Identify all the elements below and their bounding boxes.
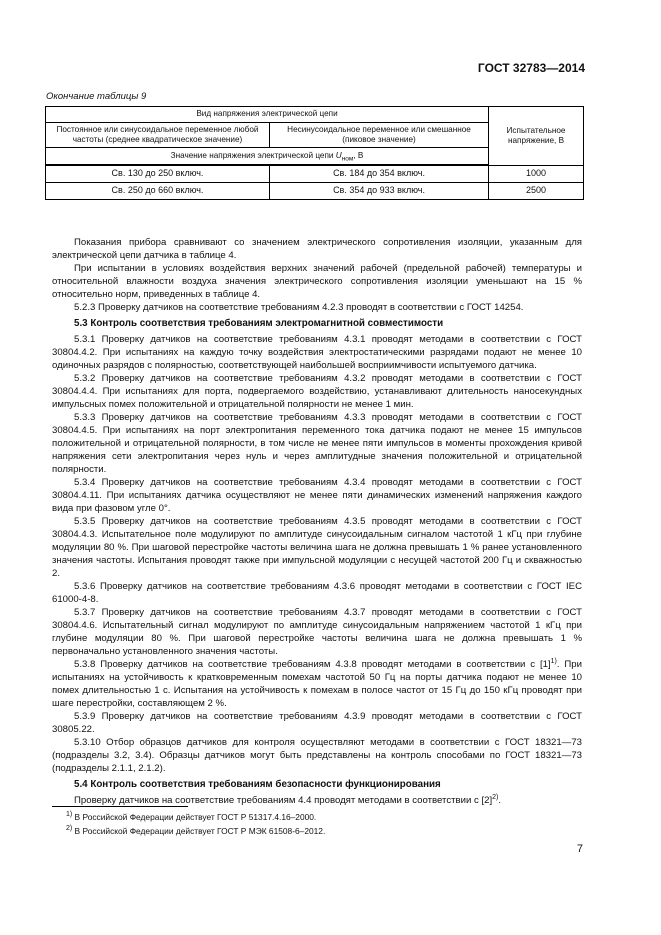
test-voltage-header: Испытательное напряжение, В	[489, 107, 584, 166]
paragraph: 5.3.10 Отбор образцов датчиков для контроля осуществляют методами в соответствии с ГОСТ 18321—73 (подразделы 3.2, 3.4). Образцы датчиков могут быть представлены на контроль способами по ГОСТ 18321—73 (подразделы 2.1.1, 2.1.2).	[52, 737, 582, 774]
dc-ac-header: Постоянное или синусоидальное переменное любой частоты (среднее квадратическое значение)	[46, 123, 270, 148]
table-cell: Св. 130 до 250 включ.	[46, 165, 270, 183]
paragraph: 5.3.4 Проверку датчиков на соответствие требованиям 4.3.4 проводят методами в соответствии с ГОСТ 30804.4.11. При испытаниях датчика осуществляют не менее пяти динамических изменений напряжения каждого вида при фазовом угле 0°.	[52, 477, 582, 514]
paragraph: Показания прибора сравнивают со значением электрического сопротивления изоляции, указанным для электрической цепи датчика в таблице 4.	[52, 237, 582, 261]
table-cell: 2500	[489, 183, 584, 200]
non-sinusoidal-header: Несинусоидальное переменное или смешанное (пиковое значение)	[270, 123, 489, 148]
paragraph: 5.3.8 Проверку датчиков на соответствие требованиям 4.3.8 проводят методами в соответствии с $[1]^{1)}$. При испытаниях на устойчивость к кратковременным помехам частотой 50 Гц на порты датчика подают не менее 10 помех длительностью 1 с. Испытания на устойчивость к помехам в полосе частот от 15 Гц до 150 кГц проводят при шаге перестройки, составляющем 2 %.	[52, 657, 583, 709]
paragraph: 5.3.5 Проверку датчиков на соответствие требованиям 4.3.5 проводят методами в соответствии с ГОСТ 30804.4.3. Испытательное поле модулируют по амплитуде синусоидальным сигналом частотой 1 кГц при глубине модуляции 80 %. При шаговой перестройке частоты величина шага не должна превышать 1 % ранее установленного значения частоты. Испытания проводят также при импульсной модуляции с несущей частотой 200 Гц и скважностью 2.	[52, 516, 582, 579]
paragraph: 5.3.1 Проверку датчиков на соответствие требованиям 4.3.1 проводят методами в соответствии с ГОСТ 30804.4.2. При испытаниях на каждую точку воздействия электростатическими разрядами подают не менее 10 одиночных разрядов с полярностью, соответствующей наибольшей восприимчивости испытуемого датчика.	[52, 334, 582, 371]
paragraph: 5.3.6 Проверку датчиков на соответствие требованиям 4.3.6 проводят методами в соответствии с ГОСТ IEC 61000-4-8.	[52, 581, 582, 605]
page-number: 7	[576, 843, 583, 855]
body-text	[52, 236, 582, 807]
section-heading-5-3: 5.3 Контроль соответствия требованиям электромагнитной совместимости	[74, 318, 444, 329]
paragraph: Проверку датчиков на соответствие требованиям 4.4 проводят методами в соответствии с $[2]^{2)}$.	[74, 793, 502, 806]
document-code-header: ГОСТ 32783—2014	[477, 61, 585, 75]
paragraph: 5.2.3 Проверку датчиков на соответствие требованиям 4.2.3 проводят в соответствии с ГОСТ 14254.	[74, 302, 524, 313]
footnote-1: $^{1)}$ В Российской Федерации действует ГОСТ Р 51317.4.16–2000.	[66, 811, 317, 822]
nominal-voltage-header: Значение напряжения электрической цепи $U_{ном}$, В	[46, 148, 489, 166]
table-cell: 1000	[489, 165, 584, 183]
table-cell: Св. 250 до 660 включ.	[46, 183, 270, 200]
table-row	[46, 165, 584, 183]
table-cell: Св. 184 до 354 включ.	[270, 165, 489, 183]
section-heading-5-4: 5.4 Контроль соответствия требованиям безопасности функционирования	[74, 779, 441, 790]
paragraph: 5.3.9 Проверку датчиков на соответствие требованиям 4.3.9 проводят методами в соответствии с ГОСТ 30805.22.	[52, 711, 582, 735]
paragraph: При испытании в условиях воздействия верхних значений рабочей (предельной рабочей) температуры и относительной влажности воздуха значения электрического сопротивления изоляции уменьшают на 15 % относительно норм, приведенных в таблице 4.	[52, 263, 582, 300]
table-9	[45, 106, 584, 200]
voltage-type-header: Вид напряжения электрической цепи	[46, 107, 489, 123]
paragraph: 5.3.7 Проверку датчиков на соответствие требованиям 4.3.7 проводят методами в соответствии с ГОСТ 30804.4.6. Испытательный сигнал модулируют по амплитуде синусоидальным напряжением частотой 1 кГц при глубине модуляции 80 %. При шаговой перестройке частоты величина шага не должна превышать 1 % первоначально установленного значения частоты.	[52, 607, 582, 657]
paragraph: 5.3.3 Проверку датчиков на соответствие требованиям 4.3.3 проводят методами в соответствии с ГОСТ 30804.4.5. При испытаниях на порт электропитания переменного тока датчика подают не менее 15 импульсов положительной и отрицательной полярности, в том числе не менее пяти импульсов в моменты прохождения кривой напряжения сети электропитания через нуль и через амплитудные значения положительной и отрицательной полярности.	[52, 412, 582, 475]
paragraph: 5.3.2 Проверку датчиков на соответствие требованиям 4.3.2 проводят методами в соответствии с ГОСТ 30804.4.4. При испытаниях для порта, подвергаемого воздействию, устанавливают длительность наносекундных импульсных помех положительной и отрицательной полярности не менее 1 мин.	[52, 373, 582, 410]
table-cell: Св. 354 до 933 включ.	[270, 183, 489, 200]
footnote-ref: 2)	[492, 793, 499, 801]
footnote-2: $^{2)}$ В Российской Федерации действует ГОСТ Р МЭК 61508-6–2012.	[66, 825, 326, 836]
table-caption: Окончание таблицы 9	[46, 91, 147, 102]
footnote-ref: 1)	[550, 657, 557, 665]
table-row	[46, 183, 584, 200]
footnote-divider	[52, 806, 188, 807]
